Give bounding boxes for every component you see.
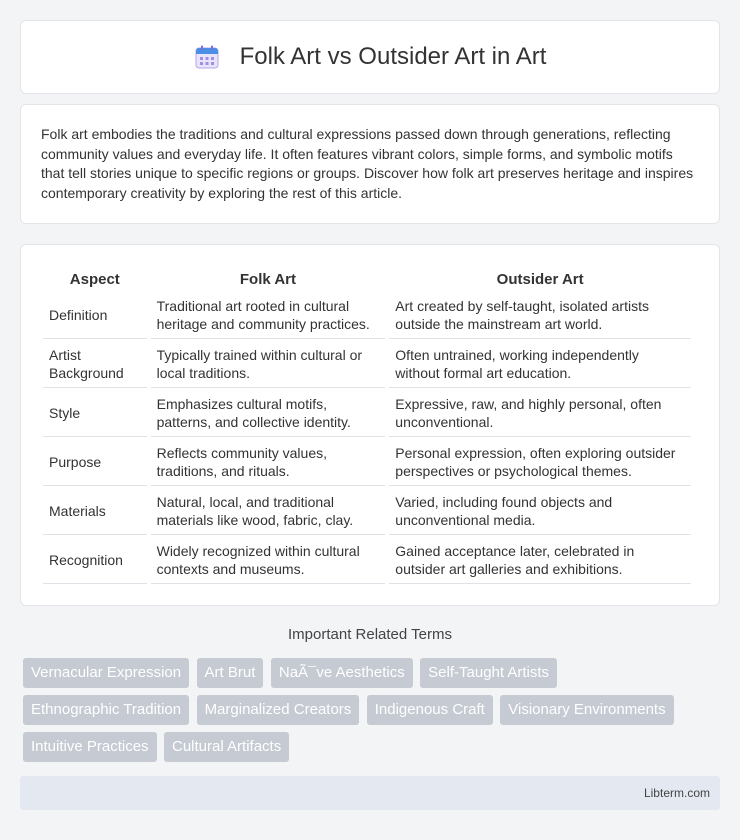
folk-art-cell: Widely recognized within cultural contexts and museums. [151,537,386,584]
intro-card [20,104,720,224]
outsider-art-cell: Art created by self-taught, isolated artists outside the mainstream art world. [389,292,691,339]
page-title: Folk Art vs Outsider Art in Art [239,43,547,70]
term-tag[interactable]: Marginalized Creators [197,695,360,725]
footer-site-link[interactable]: Libterm.com [643,786,710,800]
table-row [43,390,691,437]
aspect-cell: Recognition [43,537,147,584]
table-row [43,292,691,339]
comparison-table [39,265,695,586]
calendar-icon [194,44,220,70]
term-tag[interactable]: Cultural Artifacts [164,732,289,762]
table-header-row [43,267,691,290]
term-tag[interactable]: Visionary Environments [500,695,673,725]
aspect-cell: Artist Background [43,341,147,388]
outsider-art-cell: Gained acceptance later, celebrated in outsider art galleries and exhibitions. [389,537,691,584]
table-row [43,341,691,388]
term-tag[interactable]: Indigenous Craft [367,695,493,725]
header-folk-art: Folk Art [239,271,297,288]
footer [20,776,720,810]
comparison-table-card [20,244,720,606]
table-row [43,439,691,486]
outsider-art-cell: Varied, including found objects and unconventional media. [389,488,691,535]
outsider-art-cell: Often untrained, working independently without formal art education. [389,341,691,388]
header-card [20,20,720,94]
folk-art-cell: Natural, local, and traditional materials like wood, fabric, clay. [151,488,386,535]
aspect-cell: Purpose [43,439,147,486]
term-tag[interactable]: Vernacular Expression [23,658,189,688]
aspect-cell: Style [43,390,147,437]
term-tag[interactable]: Art Brut [197,658,264,688]
folk-art-cell: Typically trained within cultural or local traditions. [151,341,386,388]
term-tag[interactable]: NaÃ¯ve Aesthetics [271,658,413,688]
intro-text: Folk art embodies the traditions and cultural expressions passed down through generations, reflecting community values and everyday life. It often features vibrant colors, simple forms, and symbolic motifs that tell stories unique to specific regions or groups. Discover how folk art preserves heritage and inspires contemporary creativity by exploring the rest of this article. [41,126,694,201]
aspect-cell: Definition [43,292,147,339]
folk-art-cell: Traditional art rooted in cultural heritage and community practices. [151,292,386,339]
header-outsider-art: Outsider Art [496,271,584,288]
related-terms-list [23,658,723,769]
term-tag[interactable]: Ethnographic Tradition [23,695,189,725]
table-row [43,488,691,535]
aspect-cell: Materials [43,488,147,535]
outsider-art-cell: Personal expression, often exploring outsider perspectives or psychological themes. [389,439,691,486]
term-tag[interactable]: Self-Taught Artists [420,658,557,688]
header-aspect: Aspect [69,271,120,288]
table-row [43,537,691,584]
folk-art-cell: Emphasizes cultural motifs, patterns, and collective identity. [151,390,386,437]
folk-art-cell: Reflects community values, traditions, and rituals. [151,439,386,486]
term-tag[interactable]: Intuitive Practices [23,732,157,762]
related-terms-title: Important Related Terms [288,626,452,643]
outsider-art-cell: Expressive, raw, and highly personal, often unconventional. [389,390,691,437]
